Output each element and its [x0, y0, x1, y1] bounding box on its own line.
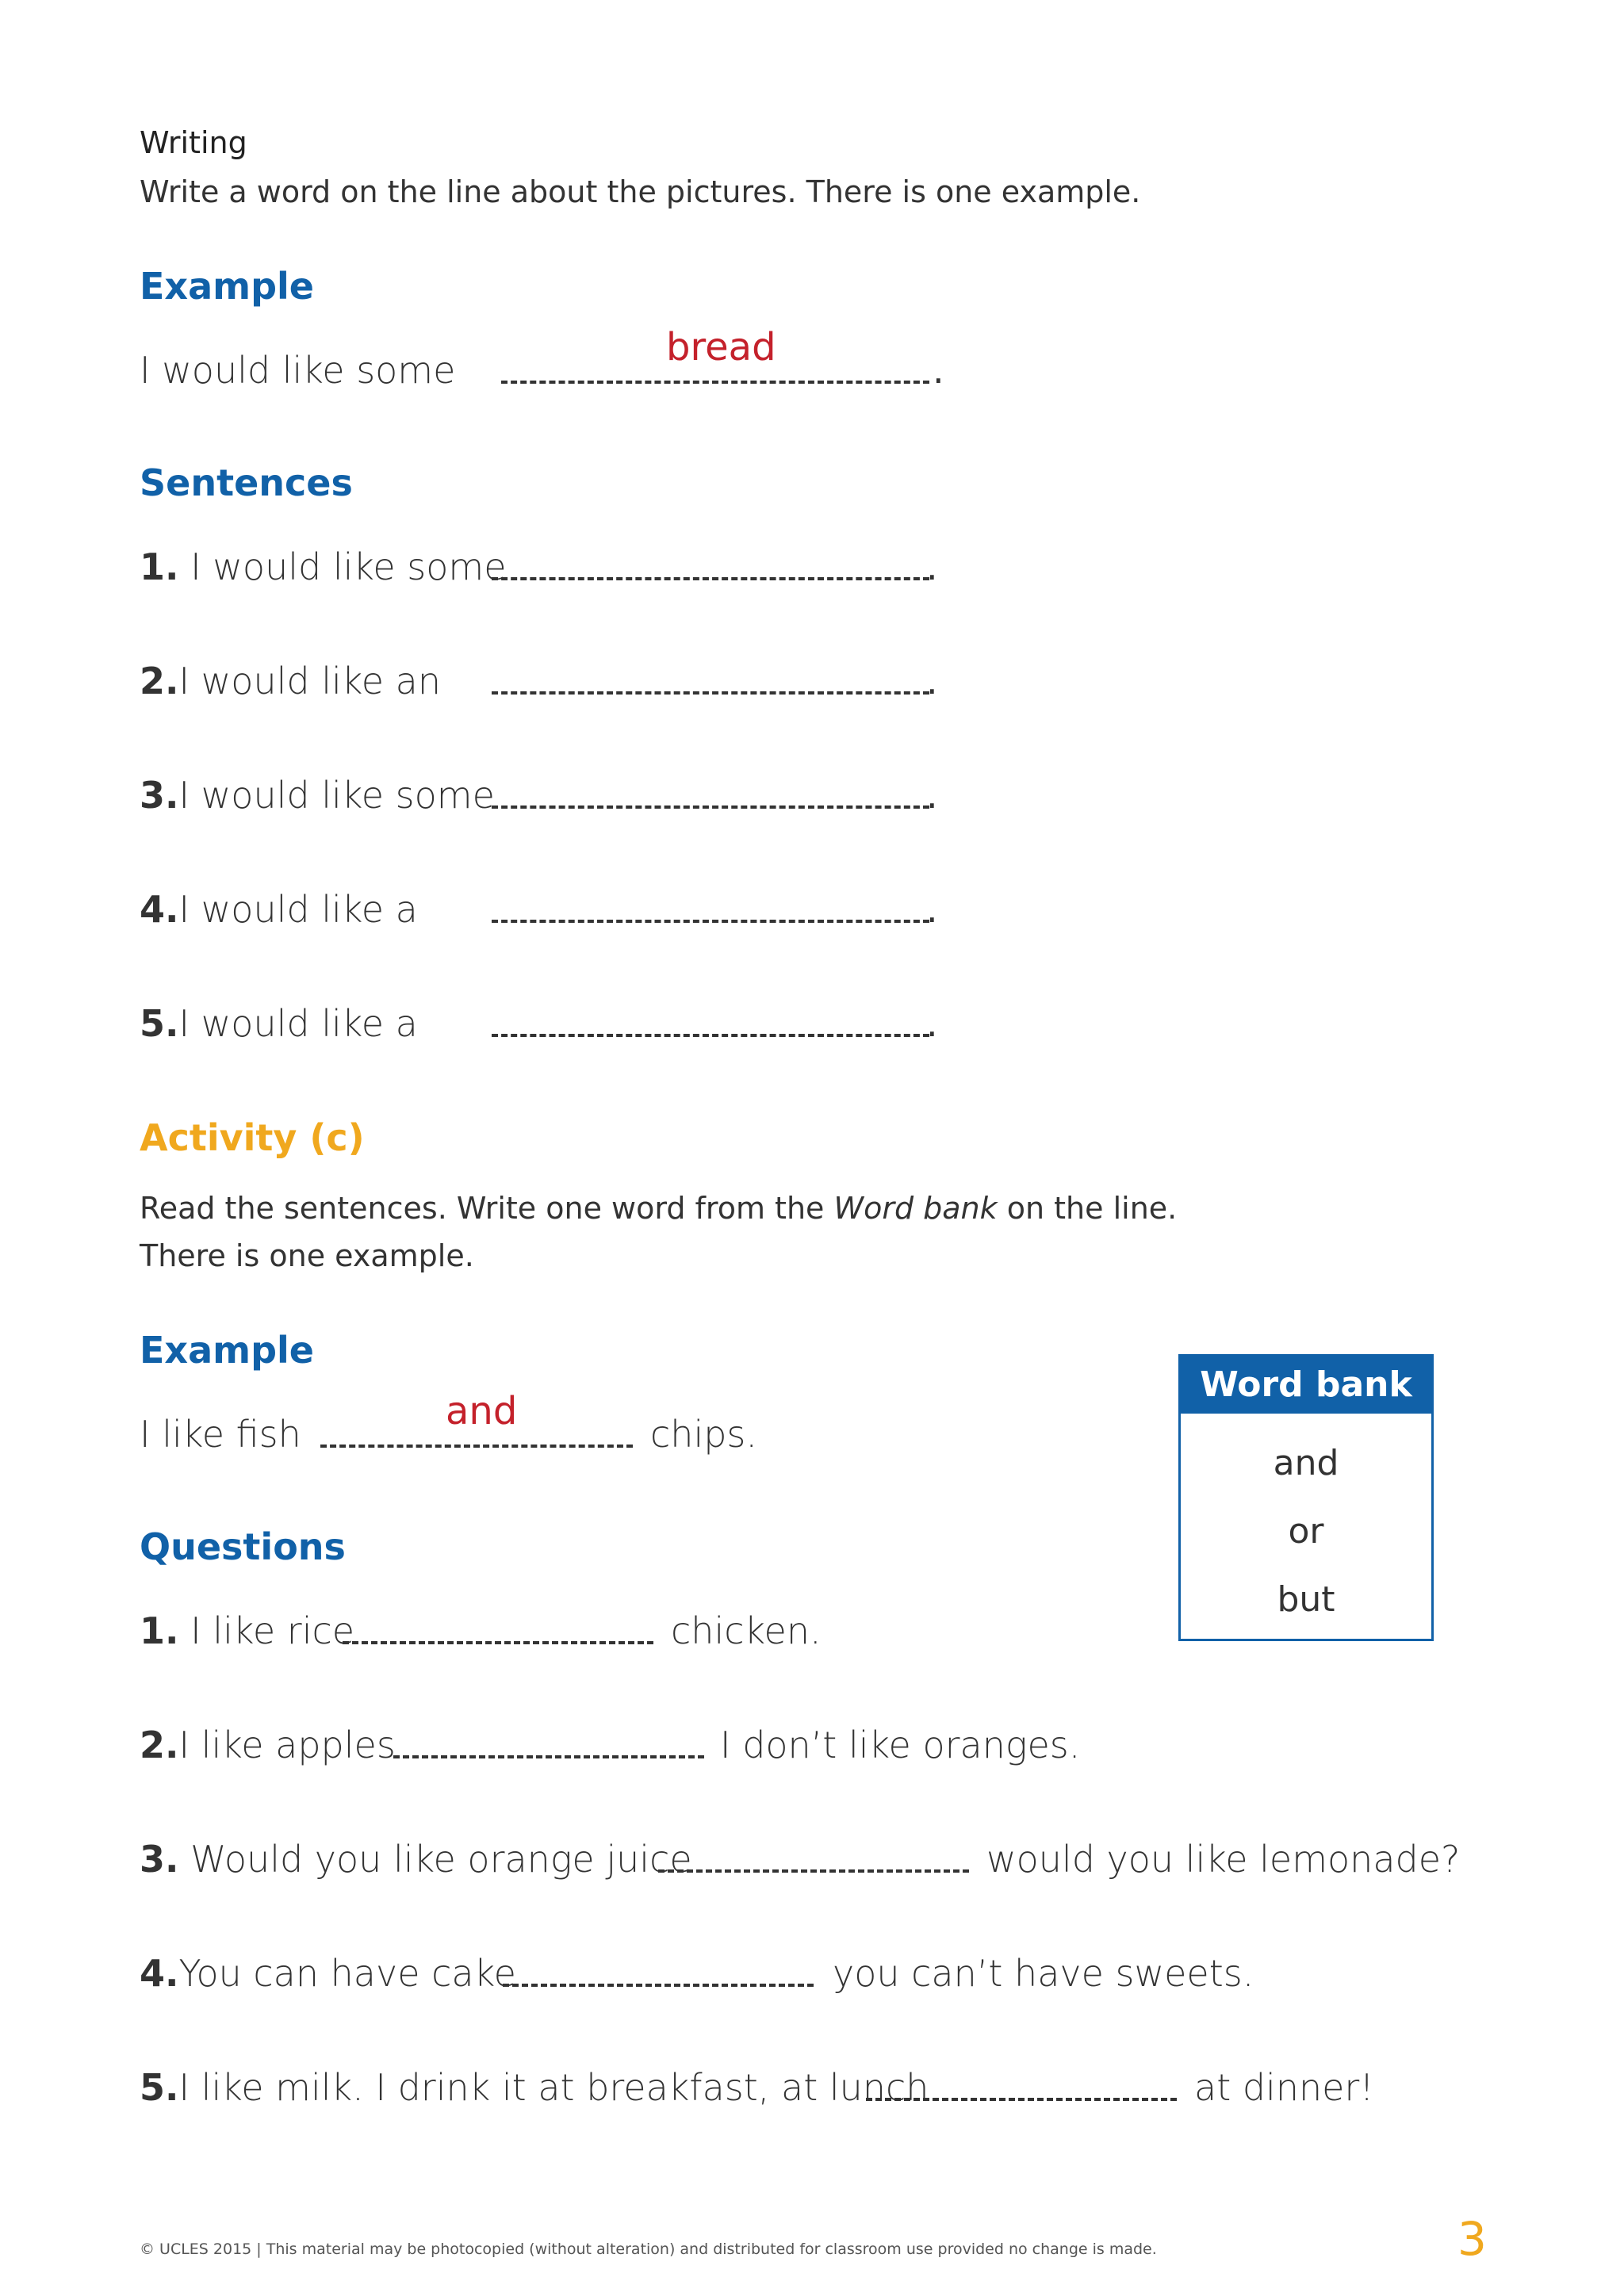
- copyright-footer: © UCLES 2015 | This material may be photocopied (without alteration) and distributed for classroom use provided no change is made.: [140, 2241, 1157, 2258]
- question-number: 2.: [140, 1724, 179, 1766]
- answer-line: [320, 1445, 633, 1448]
- sentence-text: I would like an: [178, 660, 442, 702]
- sentence-text: I would like some: [190, 545, 507, 588]
- question-text-end: I don’t like oranges.: [720, 1724, 1081, 1766]
- question-number: 1.: [140, 1609, 179, 1652]
- example-sentence: I would like some: [140, 349, 456, 392]
- sentence-text: I would like a: [178, 1002, 418, 1045]
- period: .: [926, 1002, 938, 1045]
- instruction-text: Write a word on the line about the pictures. There is one example.: [140, 174, 1141, 209]
- example-heading: Example: [140, 1329, 314, 1372]
- questions-heading: Questions: [140, 1525, 346, 1568]
- question-text-start: Would you like orange juice: [190, 1838, 692, 1881]
- page-number: 3: [1457, 2212, 1487, 2266]
- answer-line[interactable]: [866, 2098, 1177, 2101]
- question-text-start: I like apples: [178, 1724, 396, 1766]
- sentence-number: 1.: [140, 545, 179, 588]
- question-text-end: you can’t have sweets.: [833, 1952, 1254, 1995]
- answer-line: [501, 381, 929, 384]
- answer-line[interactable]: [492, 1034, 929, 1037]
- word-bank-item: or: [1288, 1511, 1324, 1552]
- answer-line[interactable]: [393, 1755, 704, 1758]
- period: .: [933, 349, 944, 392]
- word-bank-item: but: [1277, 1579, 1335, 1620]
- sentence-number: 4.: [140, 888, 179, 931]
- example-answer: and: [446, 1389, 518, 1433]
- example-sentence-start: I like fish: [140, 1413, 301, 1456]
- sentence-text: I would like some: [178, 774, 495, 817]
- activity-heading: Activity (c): [140, 1116, 365, 1159]
- example-answer: bread: [666, 325, 776, 369]
- question-number: 5.: [140, 2066, 179, 2109]
- question-text-end: at dinner!: [1194, 2066, 1374, 2109]
- instruction-text-line2: There is one example.: [140, 1238, 474, 1273]
- period: .: [926, 545, 938, 588]
- question-text-end: chicken.: [671, 1609, 822, 1652]
- question-text-start: I like milk. I drink it at breakfast, at lunch: [178, 2066, 929, 2109]
- question-text-start: You can have cake: [178, 1952, 516, 1995]
- question-text-start: I like rice: [190, 1609, 355, 1652]
- sentence-number: 3.: [140, 774, 179, 817]
- word-bank-item: and: [1273, 1443, 1339, 1483]
- answer-line[interactable]: [492, 691, 929, 695]
- period: .: [926, 660, 938, 702]
- answer-line[interactable]: [492, 920, 929, 923]
- word-bank-title: Word bank: [1181, 1357, 1431, 1414]
- instruction-text: Read the sentences. Write one word from the Word bank on the line.: [140, 1191, 1178, 1226]
- example-heading: Example: [140, 265, 314, 308]
- question-text-end: would you like lemonade?: [986, 1838, 1461, 1881]
- answer-line[interactable]: [492, 806, 929, 809]
- question-number: 3.: [140, 1838, 179, 1881]
- sentence-number: 2.: [140, 660, 179, 702]
- sentence-text: I would like a: [178, 888, 418, 931]
- period: .: [926, 774, 938, 817]
- sentence-number: 5.: [140, 1002, 179, 1045]
- example-sentence-end: chips.: [650, 1413, 758, 1456]
- section-title: Writing: [140, 125, 247, 160]
- sentences-heading: Sentences: [140, 461, 353, 504]
- answer-line[interactable]: [492, 577, 929, 580]
- period: .: [926, 888, 938, 931]
- answer-line[interactable]: [503, 1984, 814, 1987]
- answer-line[interactable]: [343, 1641, 653, 1644]
- answer-line[interactable]: [658, 1869, 969, 1873]
- word-bank: [1178, 1354, 1434, 1641]
- question-number: 4.: [140, 1952, 179, 1995]
